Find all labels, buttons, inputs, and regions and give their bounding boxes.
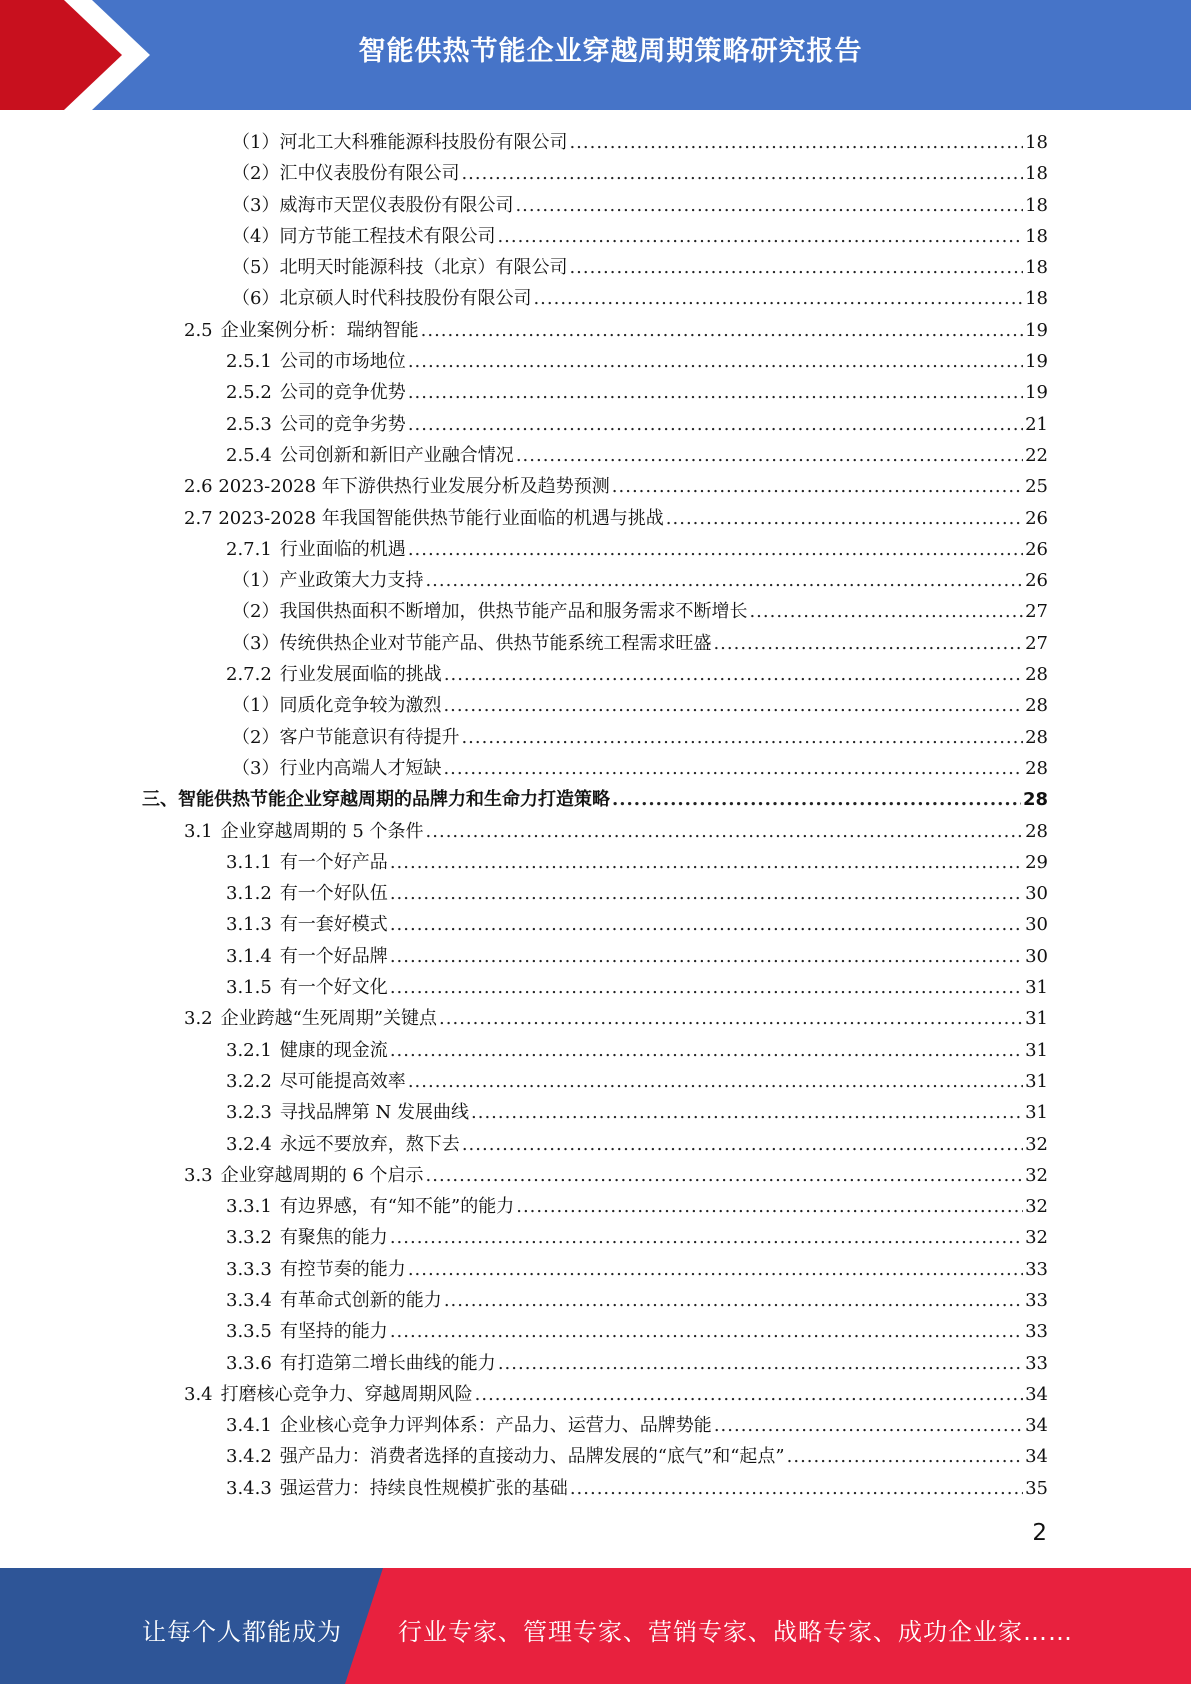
toc-dot-leader — [421, 315, 1023, 346]
toc-entry[interactable] — [0, 1473, 1191, 1504]
toc-dot-leader — [787, 1441, 1023, 1472]
toc-dot-leader — [390, 1316, 1023, 1347]
toc-entry[interactable] — [0, 471, 1191, 502]
toc-entry-page: 30 — [1025, 883, 1048, 905]
toc-entry-label — [232, 158, 459, 189]
toc-dot-leader — [408, 534, 1023, 565]
toc-entry-number: 3.4.3 — [226, 1477, 272, 1499]
toc-entry-page: 18 — [1025, 163, 1048, 185]
toc-entry-number: 3.3.3 — [226, 1258, 272, 1280]
toc-entry-title: 公司的竞争优势 — [279, 382, 406, 404]
toc-entry[interactable] — [0, 1097, 1191, 1128]
toc-entry-page: 22 — [1025, 444, 1048, 466]
toc-entry-label — [226, 1035, 388, 1066]
toc-entry-label — [232, 190, 513, 221]
toc-dot-leader — [444, 1285, 1023, 1316]
toc-entry-page: 28 — [1022, 789, 1048, 811]
toc-entry-title: 2.7 2023-2028 年我国智能供热节能行业面临的机遇与挑战 — [184, 507, 664, 529]
toc-entry-page: 35 — [1025, 1477, 1048, 1499]
toc-dot-leader — [749, 596, 1023, 627]
toc-entry-page: 31 — [1025, 1102, 1048, 1124]
toc-entry-label — [226, 847, 388, 878]
toc-entry-label — [226, 1222, 388, 1253]
toc-entry-label — [232, 127, 567, 158]
toc-entry-page: 19 — [1025, 319, 1048, 341]
toc-entry-title: 健康的现金流 — [279, 1039, 388, 1061]
toc-entry-number: 3.1.3 — [226, 914, 272, 936]
toc-entry-page: 32 — [1025, 1227, 1048, 1249]
toc-entry[interactable] — [0, 1254, 1191, 1285]
toc-entry[interactable] — [0, 1410, 1191, 1441]
toc-entry[interactable] — [0, 346, 1191, 377]
toc-dot-leader — [612, 784, 1021, 815]
toc-entry-label — [184, 816, 424, 847]
toc-dot-leader — [390, 847, 1023, 878]
toc-entry-label — [226, 1254, 406, 1285]
toc-entry-title: （2）我国供热面积不断增加，供热节能产品和服务需求不断增长 — [232, 601, 748, 623]
toc-entry-page: 18 — [1025, 288, 1048, 310]
toc-entry[interactable] — [0, 816, 1191, 847]
toc-entry-page: 31 — [1025, 1008, 1048, 1030]
toc-dot-leader — [471, 1097, 1023, 1128]
toc-entry[interactable] — [0, 659, 1191, 690]
toc-entry-page: 32 — [1025, 1196, 1048, 1218]
toc-entry-label — [226, 1097, 469, 1128]
toc-dot-leader — [408, 346, 1023, 377]
toc-entry[interactable] — [0, 565, 1191, 596]
toc-entry-number: 2.5.1 — [226, 351, 272, 373]
toc-entry-title: （1）河北工大科雅能源科技股份有限公司 — [232, 132, 568, 153]
toc-entry-title: 公司的市场地位 — [279, 351, 406, 373]
toc-entry-title: 有一个好产品 — [279, 851, 388, 873]
toc-entry-title: 有一个好文化 — [279, 977, 388, 999]
toc-entry[interactable] — [0, 596, 1191, 627]
toc-entry-label — [226, 1348, 496, 1379]
toc-entry-label — [226, 409, 406, 440]
toc-entry-title: 公司创新和新旧产业融合情况 — [279, 444, 514, 466]
toc-entry[interactable] — [0, 1348, 1191, 1379]
toc-entry-title: 有坚持的能力 — [279, 1321, 388, 1343]
toc-entry-label — [226, 377, 406, 408]
header-bar — [0, 0, 1191, 110]
toc-dot-leader — [569, 127, 1023, 158]
toc-dot-leader — [443, 753, 1023, 784]
toc-entry[interactable] — [0, 1160, 1191, 1191]
toc-entry-page: 25 — [1025, 476, 1048, 498]
footer-banner — [0, 1568, 1191, 1684]
toc-dot-leader — [462, 1129, 1023, 1160]
toc-entry[interactable] — [0, 315, 1191, 346]
toc-entry-number: 2.5 — [184, 319, 213, 341]
toc-entry[interactable] — [0, 1441, 1191, 1472]
toc-entry-title: 行业发展面临的挑战 — [279, 664, 442, 686]
toc-entry[interactable] — [0, 784, 1191, 815]
toc-entry-page: 32 — [1025, 1164, 1048, 1186]
toc-dot-leader — [515, 190, 1023, 221]
toc-entry-label — [184, 315, 419, 346]
toc-dot-leader — [612, 471, 1023, 502]
toc-entry-number: 3.2.4 — [226, 1133, 272, 1155]
toc-entry-page: 19 — [1025, 382, 1048, 404]
toc-entry-number: 3.1 — [184, 820, 213, 842]
toc-entry-label — [184, 1160, 424, 1191]
toc-entry-page: 27 — [1025, 601, 1048, 623]
toc-entry-title: （3）行业内高端人才短缺 — [232, 757, 442, 779]
toc-entry[interactable] — [0, 941, 1191, 972]
toc-entry-page: 18 — [1025, 225, 1048, 247]
page-number: 2 — [1032, 1520, 1047, 1546]
toc-entry-page: 18 — [1025, 132, 1048, 153]
toc-dot-leader — [408, 1254, 1023, 1285]
toc-entry-title: 有边界感，有“知不能”的能力 — [279, 1196, 515, 1218]
toc-entry-title: （5）北明天时能源科技（北京）有限公司 — [232, 257, 568, 279]
toc-dot-leader — [408, 409, 1023, 440]
toc-entry-page: 28 — [1025, 664, 1048, 686]
toc-entry-title: （1）同质化竞争较为激烈 — [232, 695, 442, 717]
toc-entry-page: 26 — [1025, 570, 1048, 592]
toc-entry[interactable] — [0, 1035, 1191, 1066]
toc-entry-number: 3.1.5 — [226, 977, 272, 999]
toc-dot-leader — [390, 878, 1023, 909]
toc-entry[interactable] — [0, 503, 1191, 534]
toc-entry-page: 33 — [1025, 1352, 1048, 1374]
toc-entry-label — [232, 252, 567, 283]
toc-entry[interactable] — [0, 190, 1191, 221]
toc-dot-leader — [713, 628, 1023, 659]
toc-entry-label — [226, 440, 514, 471]
toc-entry-label — [226, 1129, 460, 1160]
toc-entry[interactable] — [0, 1066, 1191, 1097]
toc-entry-label — [226, 1410, 712, 1441]
toc-entry-title: 有革命式创新的能力 — [279, 1289, 442, 1311]
toc-entry-page: 21 — [1025, 413, 1048, 435]
toc-entry-label — [232, 628, 711, 659]
toc-entry-page: 34 — [1025, 1415, 1048, 1437]
toc-entry[interactable] — [0, 409, 1191, 440]
toc-dot-leader — [569, 252, 1023, 283]
footer-slogan: 让每个人都能成为 — [142, 1618, 342, 1646]
toc-dot-leader — [475, 1379, 1023, 1410]
toc-entry-number: 3.3.6 — [226, 1352, 272, 1374]
toc-entry[interactable] — [0, 377, 1191, 408]
toc-entry-label — [232, 690, 441, 721]
toc-entry-title: 企业跨越“生死周期”关键点 — [220, 1008, 438, 1030]
toc-entry-number: 3.3.2 — [226, 1227, 272, 1249]
toc-dot-leader — [390, 909, 1023, 940]
toc-entry[interactable] — [0, 1129, 1191, 1160]
toc-entry-number: 3.3 — [184, 1164, 213, 1186]
toc-entry-label — [184, 471, 610, 502]
toc-entry[interactable] — [0, 972, 1191, 1003]
toc-entry-number: 3.2 — [184, 1008, 213, 1030]
toc-entry-page: 18 — [1025, 194, 1048, 216]
toc-entry-title: 企业穿越周期的 6 个启示 — [220, 1164, 424, 1186]
toc-dot-leader — [570, 1473, 1023, 1504]
toc-dot-leader — [497, 221, 1023, 252]
toc-entry-page: 28 — [1025, 820, 1048, 842]
toc-entry-label — [184, 1379, 473, 1410]
toc-entry-page: 28 — [1025, 726, 1048, 748]
toc-entry[interactable] — [0, 440, 1191, 471]
toc-entry[interactable] — [0, 1285, 1191, 1316]
toc-entry-title: （3）威海市天罡仪表股份有限公司 — [232, 194, 514, 216]
toc-entry-title: 有控节奏的能力 — [279, 1258, 406, 1280]
toc-entry-page: 19 — [1025, 351, 1048, 373]
toc-entry-number: 3.1.2 — [226, 883, 272, 905]
toc-entry-label — [226, 909, 388, 940]
toc-entry-number: 2.5.3 — [226, 413, 272, 435]
toc-entry-page: 18 — [1025, 257, 1048, 279]
toc-entry-number: 2.7.2 — [226, 664, 272, 686]
toc-entry-label — [232, 221, 495, 252]
toc-entry[interactable] — [0, 1379, 1191, 1410]
toc-entry-title: 有打造第二增长曲线的能力 — [279, 1352, 496, 1374]
toc-dot-leader — [390, 941, 1023, 972]
toc-entry-title: （2）汇中仪表股份有限公司 — [232, 163, 460, 185]
toc-entry[interactable] — [0, 690, 1191, 721]
toc-entry-number: 3.1.1 — [226, 851, 272, 873]
toc-entry-number: 3.3.5 — [226, 1321, 272, 1343]
toc-entry-title: 强运营力：持续良性规模扩张的基础 — [279, 1477, 568, 1499]
toc-entry[interactable] — [0, 722, 1191, 753]
toc-dot-leader — [425, 565, 1023, 596]
toc-entry-page: 28 — [1025, 757, 1048, 779]
toc-entry-label — [226, 1316, 388, 1347]
toc-entry[interactable] — [0, 1222, 1191, 1253]
toc-entry-page: 30 — [1025, 945, 1048, 967]
toc-entry-title: 有一套好模式 — [279, 914, 388, 936]
toc-entry-label — [226, 534, 406, 565]
toc-dot-leader — [666, 503, 1023, 534]
toc-entry-title: （6）北京硕人时代科技股份有限公司 — [232, 288, 532, 310]
toc-dot-leader — [390, 972, 1023, 1003]
toc-dot-leader — [714, 1410, 1023, 1441]
toc-entry[interactable] — [0, 847, 1191, 878]
toc-dot-leader — [426, 816, 1024, 847]
toc-entry-page: 26 — [1025, 538, 1048, 560]
toc-entry-label — [232, 722, 459, 753]
toc-entry-label — [226, 1441, 785, 1472]
toc-entry-page: 30 — [1025, 914, 1048, 936]
toc-dot-leader — [461, 722, 1023, 753]
toc-entry-page: 33 — [1025, 1258, 1048, 1280]
toc-dot-leader — [444, 659, 1023, 690]
toc-entry-title: 公司的竞争劣势 — [279, 413, 406, 435]
toc-entry[interactable] — [0, 221, 1191, 252]
toc-entry-label — [184, 503, 664, 534]
toc-entry[interactable] — [0, 252, 1191, 283]
toc-dot-leader — [498, 1348, 1023, 1379]
toc-entry-title: 企业案例分析：瑞纳智能 — [220, 319, 419, 341]
toc-entry-title: 打磨核心竞争力、穿越周期风险 — [220, 1383, 473, 1405]
toc-entry-page: 31 — [1025, 1070, 1048, 1092]
toc-entry-page: 28 — [1025, 695, 1048, 717]
toc-dot-leader — [516, 1191, 1023, 1222]
toc-entry-page: 34 — [1025, 1383, 1048, 1405]
footer-roles: 行业专家、管理专家、营销专家、战略专家、成功企业家…… — [398, 1618, 1073, 1646]
toc-entry-label — [232, 753, 441, 784]
toc-entry-label — [226, 878, 388, 909]
toc-dot-leader — [390, 1222, 1023, 1253]
toc-dot-leader — [439, 1003, 1023, 1034]
toc-entry-title: （4）同方节能工程技术有限公司 — [232, 225, 496, 247]
toc-entry-page: 34 — [1025, 1446, 1048, 1468]
toc-entry-label — [226, 346, 406, 377]
toc-entry[interactable] — [0, 127, 1191, 158]
toc-entry-page: 31 — [1025, 1039, 1048, 1061]
toc-entry-page: 31 — [1025, 977, 1048, 999]
toc-entry-number: 3.2.2 — [226, 1070, 272, 1092]
toc-dot-leader — [461, 158, 1023, 189]
toc-dot-leader — [516, 440, 1023, 471]
toc-entry-title: 企业穿越周期的 5 个条件 — [220, 820, 424, 842]
toc-entry[interactable] — [0, 1003, 1191, 1034]
toc-entry-number: 2.5.2 — [226, 382, 272, 404]
toc-dot-leader — [443, 690, 1023, 721]
toc-entry-title: （3）传统供热企业对节能产品、供热节能系统工程需求旺盛 — [232, 632, 712, 654]
toc-entry-label — [184, 1003, 437, 1034]
toc-entry-number: 2.5.4 — [226, 444, 272, 466]
toc-entry-label — [232, 565, 423, 596]
toc-dot-leader — [426, 1160, 1024, 1191]
toc-entry-number: 3.3.4 — [226, 1289, 272, 1311]
toc-entry[interactable] — [0, 283, 1191, 314]
toc-entry-label — [226, 1285, 442, 1316]
toc-entry-number: 2.7.1 — [226, 538, 272, 560]
table-of-contents — [0, 127, 1191, 1504]
toc-entry-title: 有聚焦的能力 — [279, 1227, 388, 1249]
toc-entry[interactable] — [0, 158, 1191, 189]
toc-entry-title: 三、智能供热节能企业穿越周期的品牌力和生命力打造策略 — [142, 789, 610, 811]
toc-entry-number: 3.3.1 — [226, 1196, 272, 1218]
toc-entry[interactable] — [0, 753, 1191, 784]
toc-entry[interactable] — [0, 1316, 1191, 1347]
toc-entry-number: 3.2.3 — [226, 1102, 272, 1124]
toc-dot-leader — [533, 283, 1023, 314]
toc-entry-title: 强产品力：消费者选择的直接动力、品牌发展的“底气”和“起点” — [279, 1446, 785, 1468]
toc-entry-page: 29 — [1025, 851, 1048, 873]
toc-entry-label — [226, 1191, 514, 1222]
toc-entry-label — [226, 941, 388, 972]
toc-entry-number: 3.2.1 — [226, 1039, 272, 1061]
toc-entry-page: 27 — [1025, 632, 1048, 654]
toc-entry[interactable] — [0, 878, 1191, 909]
toc-dot-leader — [390, 1035, 1023, 1066]
toc-entry[interactable] — [0, 628, 1191, 659]
toc-entry[interactable] — [0, 1191, 1191, 1222]
toc-entry-title: 寻找品牌第 N 发展曲线 — [279, 1102, 470, 1124]
toc-entry-number: 3.4 — [184, 1383, 213, 1405]
toc-dot-leader — [408, 1066, 1023, 1097]
toc-entry-label — [226, 659, 442, 690]
toc-entry-number: 3.1.4 — [226, 945, 272, 967]
toc-entry-title: 尽可能提高效率 — [279, 1070, 406, 1092]
toc-entry-title: 行业面临的机遇 — [279, 538, 406, 560]
toc-entry-title: （2）客户节能意识有待提升 — [232, 726, 460, 748]
toc-entry-page: 33 — [1025, 1289, 1048, 1311]
toc-entry-title: 企业核心竞争力评判体系：产品力、运营力、品牌势能 — [279, 1415, 712, 1437]
toc-entry-title: （1）产业政策大力支持 — [232, 570, 424, 592]
toc-entry-label — [226, 1066, 406, 1097]
toc-entry-title: 有一个好队伍 — [279, 883, 388, 905]
toc-entry-label — [226, 972, 388, 1003]
toc-entry[interactable] — [0, 534, 1191, 565]
toc-entry-title: 有一个好品牌 — [279, 945, 388, 967]
toc-entry-label — [226, 1473, 568, 1504]
document-title: 智能供热节能企业穿越周期策略研究报告 — [358, 36, 863, 67]
toc-entry-label — [232, 596, 747, 627]
toc-entry-title: 永远不要放弃，熬下去 — [279, 1133, 460, 1155]
toc-entry-title: 2.6 2023-2028 年下游供热行业发展分析及趋势预测 — [184, 476, 610, 498]
toc-entry-page: 26 — [1025, 507, 1048, 529]
toc-entry-page: 33 — [1025, 1321, 1048, 1343]
toc-entry-label — [142, 784, 610, 815]
toc-entry-page: 32 — [1025, 1133, 1048, 1155]
toc-entry-number: 3.4.1 — [226, 1415, 272, 1437]
toc-dot-leader — [408, 377, 1023, 408]
toc-entry[interactable] — [0, 909, 1191, 940]
toc-entry-label — [232, 283, 531, 314]
toc-entry-number: 3.4.2 — [226, 1446, 272, 1468]
